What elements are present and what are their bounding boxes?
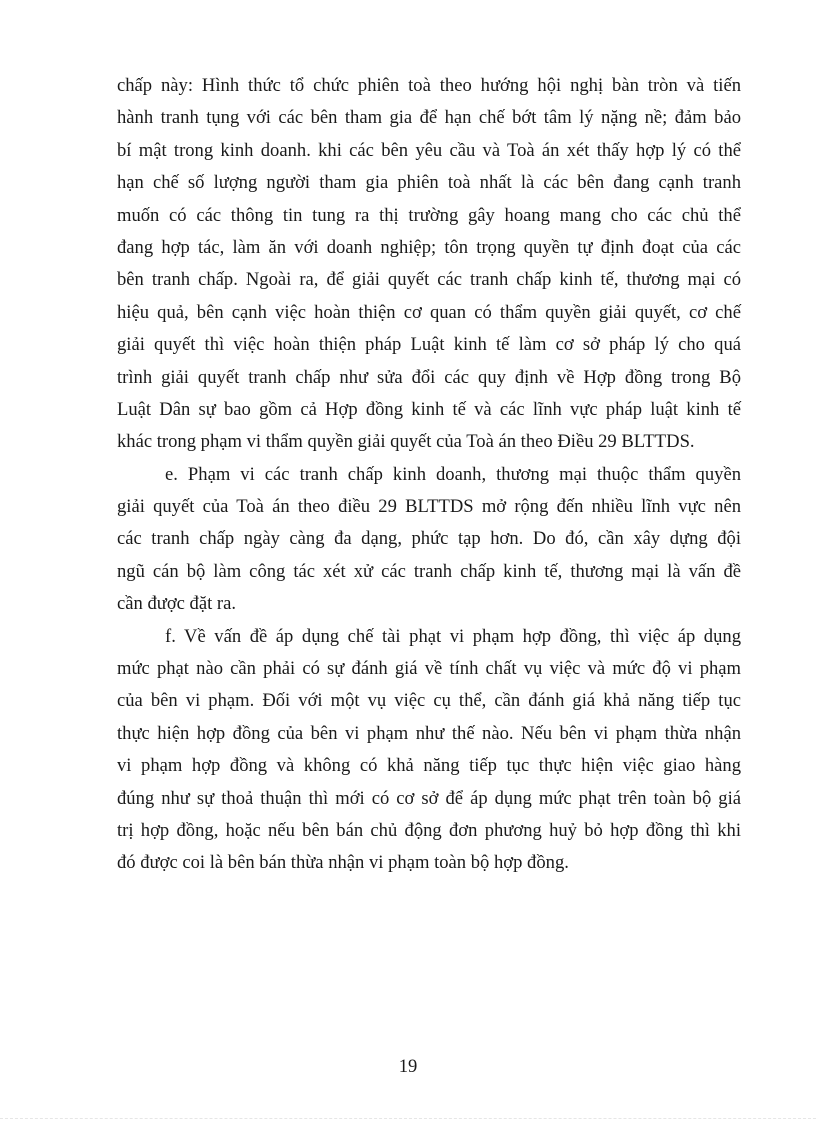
- text-line: các tranh chấp ngày càng đa dạng, phức tạp hơn. Do đó, cần xây dựng đội: [117, 528, 741, 550]
- text-line: cần được đặt ra.: [117, 593, 237, 615]
- text-line: giải quyết thì việc hoàn thiện pháp Luật kinh tế làm cơ sở pháp lý cho quá: [117, 334, 741, 356]
- page-number: 19: [398, 1056, 418, 1077]
- document-body: [117, 70, 741, 880]
- page-bottom-divider: [0, 1118, 816, 1120]
- paragraph-1: [117, 70, 741, 459]
- text-line: chấp này: Hình thức tổ chức phiên toà theo hướng hội nghị bàn tròn và tiến: [117, 75, 741, 96]
- text-line: trị hợp đồng, hoặc nếu bên bán chủ động đơn phương huỷ bỏ hợp đồng thì khi: [117, 819, 741, 841]
- text-line: đó được coi là bên bán thừa nhận vi phạm toàn bộ hợp đồng.: [117, 852, 569, 874]
- text-line: bên tranh chấp. Ngoài ra, để giải quyết các tranh chấp kinh tế, thương mại có: [117, 269, 741, 291]
- text-line: trình giải quyết tranh chấp như sửa đổi các quy định về Hợp đồng trong Bộ: [117, 366, 741, 388]
- text-line: Luật Dân sự bao gồm cả Hợp đồng kinh tế và các lĩnh vực pháp luật kinh tế: [117, 398, 741, 420]
- text-line: hạn chế số lượng người tham gia phiên toà nhất là các bên đang cạnh tranh: [117, 172, 741, 194]
- text-line: hiệu quả, bên cạnh việc hoàn thiện cơ quan có thẩm quyền giải quyết, cơ chế: [117, 301, 741, 323]
- text-line: thực hiện hợp đồng của bên vi phạm như thế nào. Nếu bên vi phạm thừa nhận: [117, 722, 741, 744]
- text-line: đang hợp tác, làm ăn với doanh nghiệp; tôn trọng quyền tự định đoạt của các: [117, 236, 741, 258]
- text-line: ngũ cán bộ làm công tác xét xử các tranh chấp kinh tế, thương mại là vấn đề: [117, 560, 741, 582]
- text-line: mức phạt nào cần phải có sự đánh giá về tính chất vụ việc và mức độ vi phạm: [117, 658, 741, 680]
- paragraph-e: [117, 459, 741, 621]
- text-line: muốn có các thông tin tung ra thị trường gây hoang mang cho các chủ thể: [117, 204, 741, 226]
- text-line: vi phạm hợp đồng và không có khả năng tiếp tục thực hiện việc giao hàng: [117, 755, 741, 777]
- text-line: bí mật trong kinh doanh. khi các bên yêu cầu và Toà án xét thấy hợp lý có thể: [117, 139, 741, 161]
- text-line: khác trong phạm vi thẩm quyền giải quyết của Toà án theo Điều 29 BLTTDS.: [117, 431, 695, 453]
- text-line: giải quyết của Toà án theo điều 29 BLTTDS mở rộng đến nhiều lĩnh vực nên: [117, 496, 741, 518]
- text-line: e. Phạm vi các tranh chấp kinh doanh, thương mại thuộc thẩm quyền: [165, 463, 741, 485]
- paragraph-f: [117, 621, 741, 880]
- text-line: của bên vi phạm. Đối với một vụ việc cụ thể, cần đánh giá khả năng tiếp tục: [117, 690, 741, 712]
- text-line: đúng như sự thoả thuận thì mới có cơ sở để áp dụng mức phạt trên toàn bộ giá: [117, 787, 741, 809]
- text-line: hành tranh tụng với các bên tham gia để hạn chế bớt tâm lý nặng nề; đảm bảo: [117, 107, 741, 129]
- text-line: f. Về vấn đề áp dụng chế tài phạt vi phạm hợp đồng, thì việc áp dụng: [165, 625, 741, 647]
